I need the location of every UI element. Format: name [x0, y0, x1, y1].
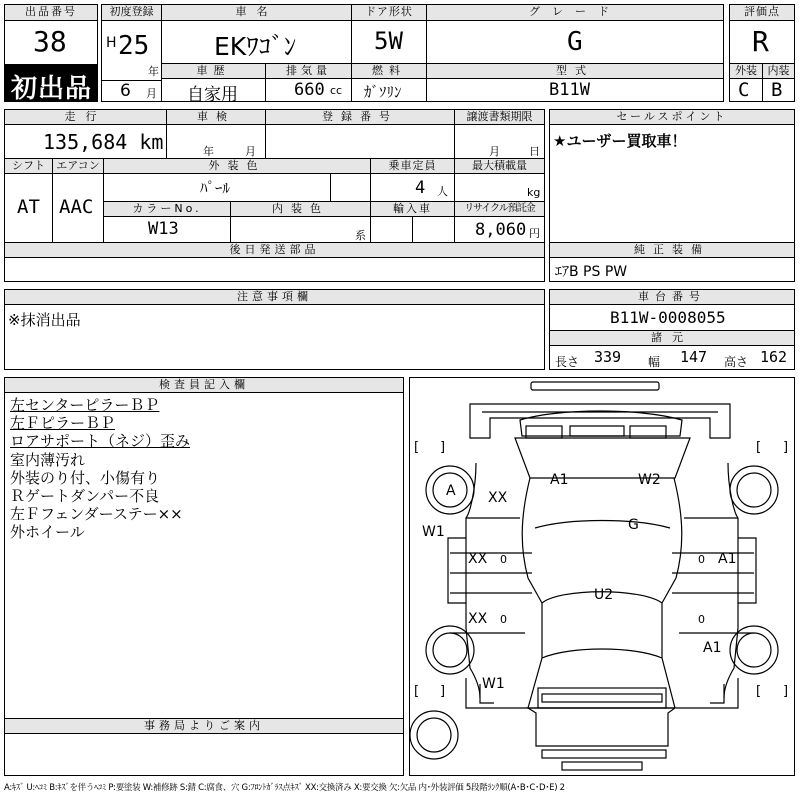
name-label: 車名 [161, 4, 352, 21]
equip-cell [549, 257, 795, 282]
reg-month: 6 [120, 81, 131, 101]
displacement-label: 排気量 [265, 63, 352, 79]
ext-score: C [738, 79, 750, 101]
model-cell [426, 78, 724, 102]
recycle-label: リサイクル預託金 [454, 201, 545, 217]
capacity: 4 [415, 178, 426, 198]
inspector-line: 左センターピラーＢＰ [10, 396, 160, 414]
import-label: 輸入車 [370, 201, 455, 217]
inspector-cell [4, 392, 404, 719]
sales-text: ★ユーザー買取車！ [553, 132, 687, 150]
chassis-label: 車台番号 [549, 289, 795, 305]
color: ﾊﾟｰﾙ [200, 179, 231, 197]
damage-mark: XX [468, 551, 488, 567]
inspection-cell [166, 124, 266, 159]
caution-cell [4, 304, 545, 370]
door-zero-left-1: 0 [500, 553, 507, 566]
caution-label: 注意事項欄 [4, 289, 545, 305]
inspector-line: Ｒゲートダンパー不良 [10, 487, 160, 506]
car-outline-diagram [410, 378, 794, 775]
damage-mark: A1 [550, 472, 569, 488]
color-sub-cell [330, 173, 371, 202]
history-label: 車歴 [161, 63, 266, 79]
length-label: 長さ [555, 355, 580, 369]
int-score: B [771, 79, 783, 101]
regno-label: 登録番号 [265, 109, 455, 125]
bracket-front-right-close: ] [783, 440, 789, 455]
damage-mark: W1 [422, 524, 445, 540]
colorno-label: カラーNo. [103, 201, 231, 217]
inspector-lines [10, 396, 190, 542]
ac-cell [52, 173, 104, 243]
damage-mark: XX [468, 611, 488, 627]
damage-mark: U2 [594, 587, 614, 603]
damage-mark: W2 [638, 472, 661, 488]
lot-number: 38 [33, 25, 67, 58]
mileage: 135,684 km [43, 130, 164, 154]
door-zero-right-1: 0 [698, 553, 705, 566]
colorno-cell [103, 216, 231, 243]
recycle-cell [454, 216, 545, 243]
damage-diagram [409, 377, 795, 776]
intcolor-cell [230, 216, 371, 243]
transfer-month-unit: 月 [489, 145, 500, 158]
caution-text: ※抹消出品 [8, 311, 81, 329]
colorno: W13 [148, 219, 179, 239]
ext-cell [729, 78, 763, 102]
sales-label: セールスポイント [549, 109, 795, 125]
office-cell [4, 733, 404, 776]
capacity-label: 乗車定員 [370, 158, 455, 174]
inspector-line: 左Ｆフェンダーステー×× [10, 505, 183, 524]
equipment: ｴｱB PS PW [555, 264, 628, 280]
legend: A:ｷｽﾞ U:ﾍｺﾐ B:ｷｽﾞを伴うﾍｺﾐ P:要塗装 W:補修跡 S:錆 C:腐食、穴 G:ﾌﾛﾝﾄｶﾞﾗｽ点ｷｽﾞ XX:交換済み X:要交換 欠:欠品 内･外装評価 5段階ﾗﾝｸ順(A･B･C･D･E) 2 [4, 783, 565, 793]
recycle-unit: 円 [529, 227, 540, 240]
reg-month-unit: 月 [146, 87, 157, 100]
import-divider [412, 216, 413, 243]
chassis-cell [549, 304, 795, 331]
int-label: 内装 [762, 63, 795, 79]
ext-label: 外装 [729, 63, 763, 79]
color-label: 外装色 [103, 158, 371, 174]
regno-cell [265, 124, 455, 159]
door-label: ドア形状 [351, 4, 427, 21]
inspection-label: 車検 [166, 109, 266, 125]
int-cell [762, 78, 795, 102]
bracket-rear-right-close: ] [783, 684, 789, 699]
bracket-front-left: [ [414, 440, 420, 455]
width-label: 幅 [648, 355, 661, 369]
inspector-line: 左ＦピラーＢＰ [10, 414, 116, 433]
equip-label: 純正装備 [549, 242, 795, 258]
score: R [752, 25, 769, 58]
damage-mark: W1 [482, 676, 505, 692]
reg-label: 初度登録 [101, 4, 162, 21]
model: B11W [549, 80, 590, 100]
fuel-cell [351, 78, 427, 102]
damage-mark: XX [488, 490, 508, 506]
maxload-label: 最大積載量 [454, 158, 545, 174]
intcolor-label: 内装色 [230, 201, 371, 217]
door-zero-left-2: 0 [500, 613, 507, 626]
capacity-cell [370, 173, 455, 202]
bracket-rear-left-close: ] [440, 684, 446, 699]
damage-mark: G [628, 517, 639, 533]
inspector-line: ロアサポート（ネジ）歪み [10, 432, 191, 451]
damage-mark: A1 [718, 551, 737, 567]
fuel: ｶﾞｿﾘﾝ [364, 83, 402, 101]
displacement-cell [265, 78, 352, 102]
intcolor-unit: 系 [355, 229, 366, 242]
mileage-label: 走行 [4, 109, 167, 125]
lot-label: 出品番号 [4, 4, 98, 21]
door-zero-right-2: 0 [698, 613, 705, 626]
damage-mark: A [446, 483, 456, 499]
bracket-rear-right: [ [756, 684, 762, 699]
reg-month-cell [101, 80, 162, 102]
bracket-rear-left: [ [414, 684, 420, 699]
later-cell [4, 257, 545, 282]
bracket-front-left-close: ] [440, 440, 446, 455]
maxload-unit: kg [527, 186, 541, 199]
mileage-cell [4, 124, 167, 159]
capacity-unit: 人 [437, 185, 448, 198]
fuel-label: 燃料 [351, 63, 427, 79]
lot-cell [4, 20, 98, 65]
inspector-line: 室内薄汚れ [10, 450, 86, 469]
specs-cell [549, 345, 795, 370]
first-listing-badge: 初出品 [4, 65, 98, 102]
ac: AAC [59, 196, 94, 218]
recycle: 8,060 [475, 220, 527, 240]
reg-year-unit: 年 [148, 65, 159, 78]
shift-label: シフト [4, 158, 53, 174]
name-cell [161, 20, 352, 64]
inspection-month-unit: 月 [245, 145, 256, 158]
reg-era: H [106, 35, 117, 51]
model-label: 型式 [426, 63, 724, 79]
maxload-cell [454, 173, 545, 202]
later-label: 後日発送部品 [4, 242, 545, 258]
inspector-label: 検査員記入欄 [4, 377, 404, 393]
inspector-line: 外装のり付、小傷有り [10, 468, 161, 487]
door-type: 5W [374, 27, 403, 55]
grade-label: グレード [426, 4, 724, 21]
shift: AT [17, 196, 40, 218]
length: 339 [594, 348, 622, 366]
history-cell [161, 78, 266, 105]
bracket-front-right: [ [756, 440, 762, 455]
transfer-day-unit: 日 [529, 145, 540, 158]
height-label: 高さ [724, 355, 749, 369]
ac-label: エアコン [52, 158, 104, 174]
grade: G [567, 27, 583, 57]
damage-mark: A1 [703, 640, 722, 656]
sales-cell [549, 124, 795, 243]
displacement-unit: cc [330, 84, 343, 97]
door-cell [351, 20, 427, 64]
inspection-year-unit: 年 [203, 145, 214, 158]
score-label: 評価点 [729, 4, 795, 21]
chassis-number: B11W-0008055 [610, 308, 726, 327]
car-name: EKﾜｺﾞﾝ [214, 32, 297, 61]
score-cell [729, 20, 795, 64]
grade-cell [426, 20, 724, 64]
shift-cell [4, 173, 53, 243]
inspector-line: 外ホイール [10, 523, 85, 542]
transfer-label: 譲渡書類期限 [454, 109, 545, 125]
displacement: 660 [294, 80, 325, 100]
reg-cell [101, 20, 162, 81]
specs-label: 諸元 [549, 330, 795, 346]
height: 162 [760, 348, 788, 366]
office-label: 事務局よりご案内 [4, 718, 404, 734]
width: 147 [680, 348, 708, 366]
reg-year: 25 [118, 31, 150, 61]
history: 自家用 [187, 85, 238, 105]
transfer-cell [454, 124, 545, 159]
